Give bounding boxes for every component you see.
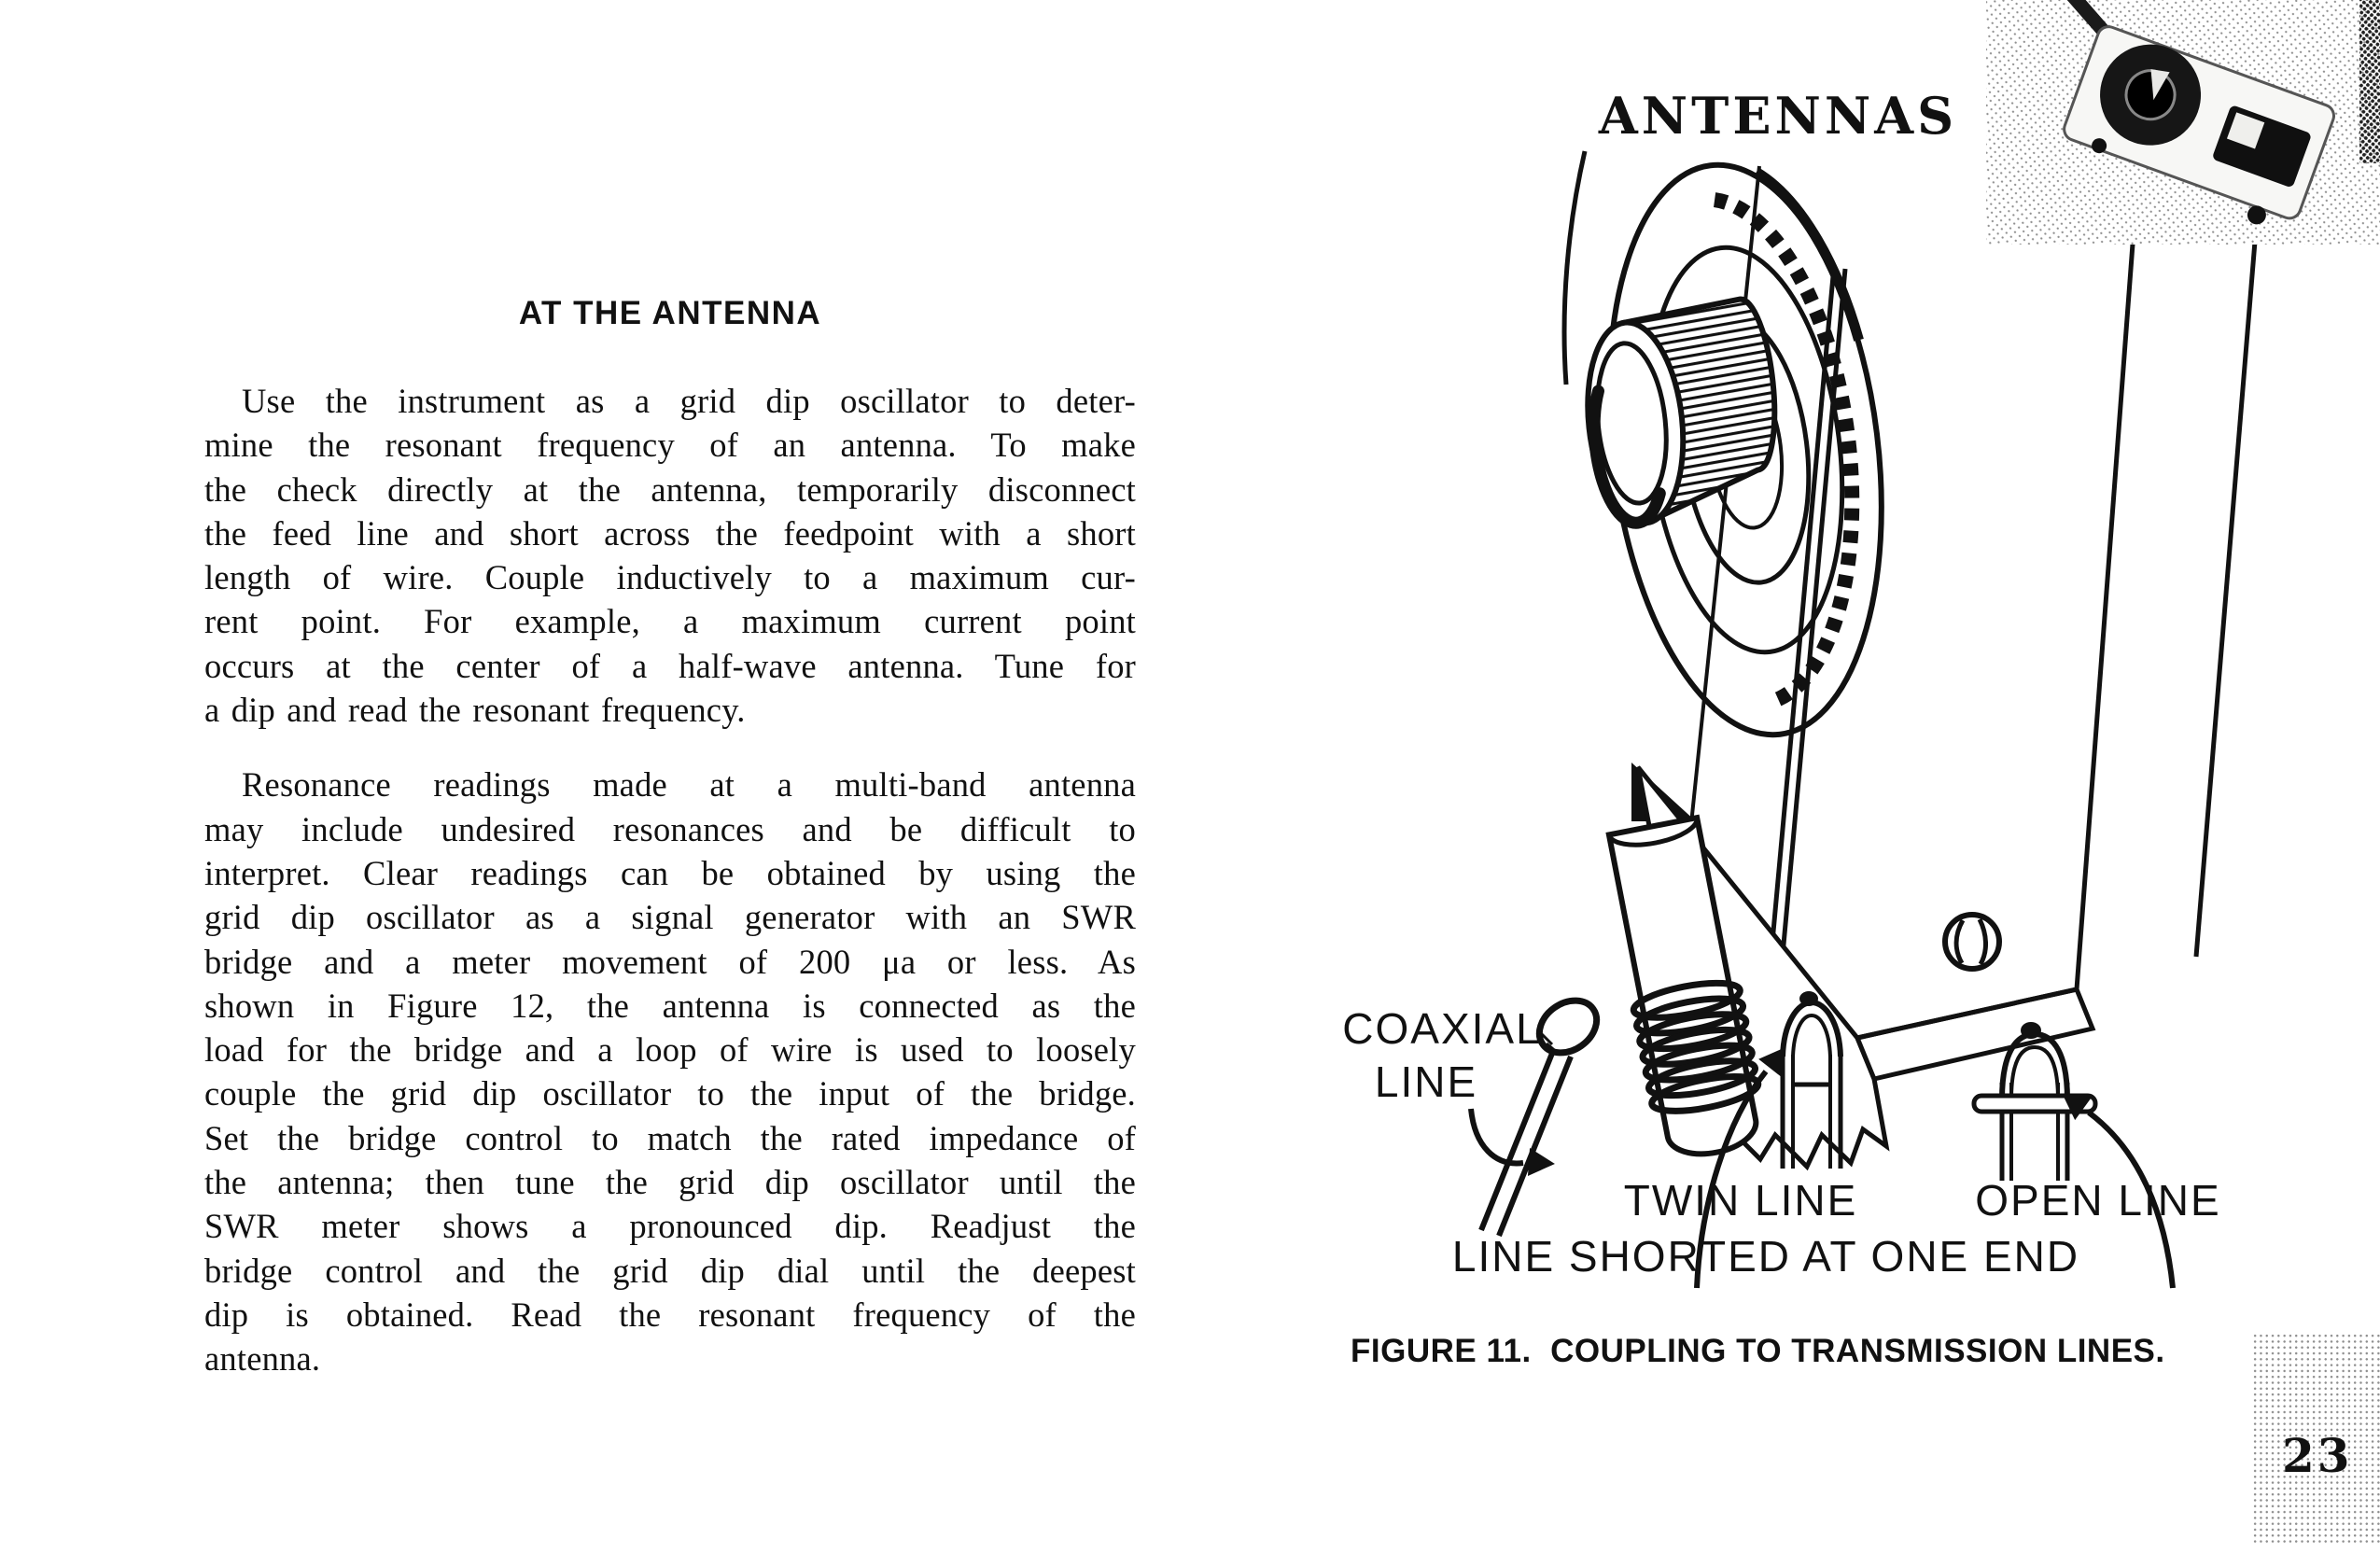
text-line: Resonance readings made at a multi-band antenna	[242, 765, 1136, 805]
panel-screw	[1945, 915, 1999, 969]
open-line-label: OPEN LINE	[1975, 1176, 2221, 1225]
text-line: SWR meter shows a pronounced dip. Readjust the	[204, 1207, 1136, 1246]
text-line: grid dip oscillator as a signal generator with an SWR	[204, 898, 1136, 937]
shorted-line-label: LINE SHORTED AT ONE END	[1451, 1232, 2080, 1281]
text-line: rent point. For example, a maximum current point	[204, 602, 1136, 641]
left-text-column	[204, 295, 1136, 1381]
text-line: couple the grid dip oscillator to the input of the bridge.	[204, 1074, 1136, 1113]
paragraph	[204, 379, 1136, 732]
text-line: dip is obtained. Read the resonant frequency of the	[204, 1295, 1136, 1334]
figure-caption: FIGURE 11. COUPLING TO TRANSMISSION LINES.	[1351, 1333, 2165, 1369]
text-line: shown in Figure 12, the antenna is connected as the	[204, 986, 1136, 1025]
page-title: ANTENNAS	[1598, 86, 1958, 146]
page-number: 23	[2282, 1428, 2353, 1483]
coaxial-line-label-2: LINE	[1374, 1057, 1478, 1106]
text-line: the check directly at the antenna, temporarily disconnect	[204, 469, 1136, 509]
text-line: mine the resonant frequency of an antenna. To make	[204, 426, 1136, 465]
coaxial-line-label: COAXIAL	[1342, 1004, 1542, 1053]
text-line: the feed line and short across the feedpoint with a short	[204, 513, 1136, 553]
tuning-knob	[1577, 297, 1786, 528]
section-heading: AT THE ANTENNA	[518, 295, 822, 331]
antenna-edge-line	[1564, 151, 1585, 385]
text-line: interpret. Clear readings can be obtained by using the	[204, 853, 1136, 892]
text-line: length of wire. Couple inductively to a maximum cur-	[204, 558, 1136, 597]
text-line: antenna.	[204, 1339, 321, 1379]
grid-dip-meter-photo	[1986, 0, 2380, 245]
photo-edge-strip	[2359, 0, 2380, 163]
text-line: Set the bridge control to match the rated impedance of	[204, 1118, 1136, 1157]
paragraph	[204, 763, 1136, 1380]
text-line: bridge control and the grid dip dial until the deepest	[204, 1251, 1136, 1290]
text-line: Use the instrument as a grid dip oscillator to deter-	[242, 382, 1136, 420]
text-line: bridge and a meter movement of 200 μa or less. As	[204, 942, 1136, 981]
text-line: a dip and read the resonant frequency.	[204, 691, 746, 730]
text-line: load for the bridge and a loop of wire is used to loosely	[204, 1030, 1136, 1070]
text-line: may include undesired resonances and be difficult to	[204, 809, 1136, 848]
page-number-badge	[2252, 1333, 2380, 1544]
figure-illustration	[1288, 56, 2380, 1381]
text-line: the antenna; then tune the grid dip oscillator until the	[204, 1163, 1136, 1202]
twin-line-label: TWIN LINE	[1623, 1176, 1858, 1225]
text-line: occurs at the center of a half-wave antenna. Tune for	[204, 646, 1136, 685]
halftone-photo	[1986, 0, 2380, 245]
